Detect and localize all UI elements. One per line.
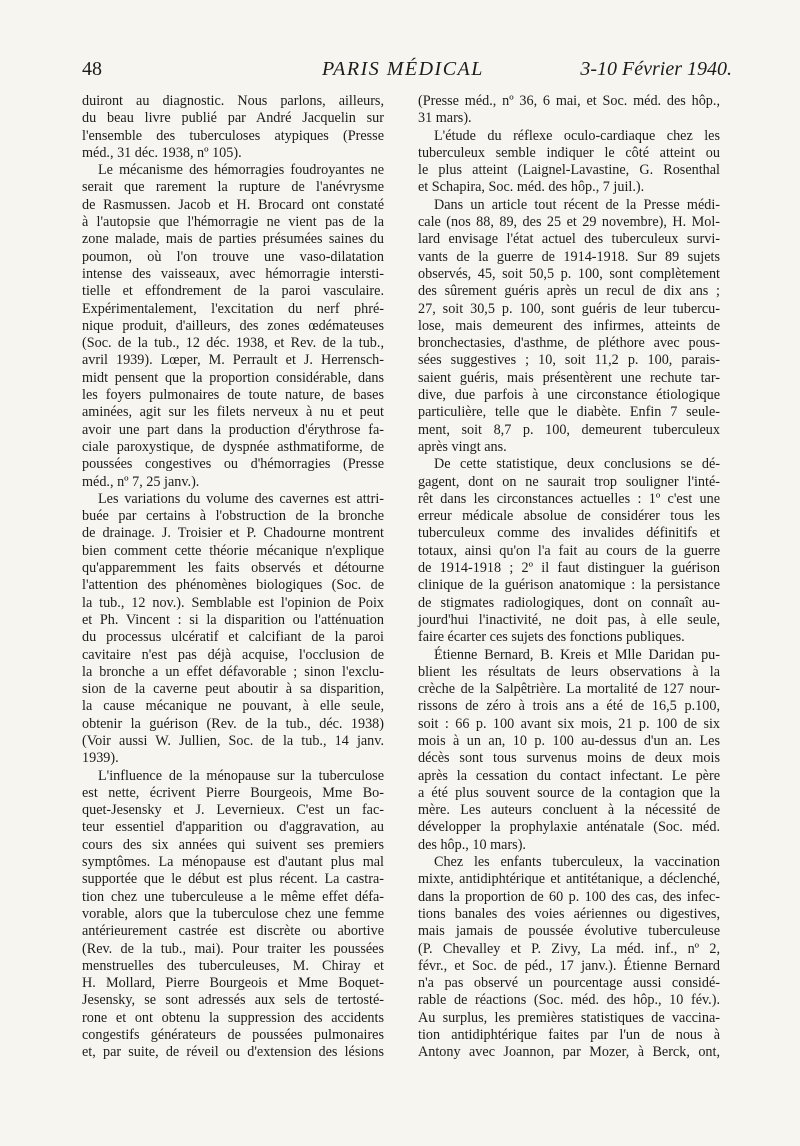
text-line: Étienne Bernard, B. Kreis et Mlle Daridan pu-: [434, 646, 720, 663]
right-column: [418, 93, 720, 1062]
text-line: qu'apparemment les faits observés et détourne: [82, 560, 384, 577]
text-line: erreur médicale absolue de considérer tous les: [418, 508, 720, 525]
text-line: tions banales des voies aériennes ou digestives,: [418, 905, 720, 922]
text-line: méd., nº 7, 25 janv.).: [82, 473, 200, 490]
text-line: soit : 66 p. 100 avant six mois, 21 p. 100 de six: [418, 715, 720, 732]
text-line: vorable, alors que la tuberculose chez une femme: [82, 905, 384, 922]
text-line: menstruelles des tuberculeuses, M. Chiray et: [82, 957, 384, 974]
text-line: Chez les enfants tuberculeux, la vaccination: [434, 854, 720, 871]
text-line: a été plus souvent source de la contagion que la: [418, 784, 720, 801]
text-line: sées suggestives ; 10, soit 11,2 p. 100, parais-: [418, 352, 720, 369]
text-line: décès sont tous survenus moins de deux mois: [418, 750, 720, 767]
text-line: H. Mollard, Pierre Bourgeois et Mme Boquet-: [82, 975, 384, 992]
text-line: (Rev. de la tub., mai). Pour traiter les poussées: [82, 940, 384, 957]
text-line: la bronche a un effet défavorable ; sinon l'exclu-: [82, 663, 384, 680]
text-line: antérieurement castrée est discrète ou abortive: [82, 923, 384, 940]
text-line: tuberculeux comme des invalides définitifs et: [418, 525, 720, 542]
text-line: ment, soit 8,7 p. 100, demeurent tuberculeux: [418, 421, 720, 438]
text-line: et, par suite, de réveil ou d'extension des lésions: [82, 1044, 384, 1061]
text-line: mère. Les auteurs concluent à la nécessité de: [418, 802, 720, 819]
text-line: Les variations du volume des cavernes est attri-: [98, 490, 384, 507]
text-line: l'attention des phénomènes biologiques (Soc. de: [82, 577, 384, 594]
text-line: de 1914-1918 ; 2º il faut distinguer la guérison: [418, 560, 720, 577]
text-line: cavitaire n'est pas déjà acquise, l'occlusion de: [82, 646, 384, 663]
text-line: vants de la guerre de 1914-1918. Sur 89 sujets: [418, 248, 720, 265]
text-line: cale (nos 88, 89, des 25 et 29 novembre), H. Mol-: [418, 214, 720, 231]
text-line: du beau livre publié par André Jacquelin sur: [82, 110, 384, 127]
text-line: duiront au diagnostic. Nous parlons, ailleurs,: [82, 93, 384, 109]
text-line: sion de la caverne peut aboutir à sa disparition,: [82, 681, 384, 698]
text-line: les foyers pulmonaires de toute nature, de bases: [82, 387, 384, 404]
text-line: teur essentiel d'apparition ou d'aggravation, au: [82, 819, 384, 836]
text-line: aminées, agit sur les filets nerveux à nu et peut: [82, 404, 384, 421]
text-line: des sûrement guéris après un recul de dix ans ;: [418, 283, 720, 300]
text-line: tielle et effondrement de la paroi vasculaire.: [82, 283, 384, 300]
text-line: (Presse méd., nº 36, 6 mai, et Soc. méd. des hôp.,: [418, 93, 720, 109]
text-line: particulière, telle que le diabète. Enfin 7 seule-: [418, 404, 720, 421]
text-line: rone et ont obtenu la suppression des accidents: [82, 1009, 384, 1026]
text-line: faire écarter ces sujets des fonctions publiques.: [418, 629, 685, 646]
text-line: totaux, ainsi qu'on l'a fait au cours de la guerre: [418, 542, 720, 559]
text-line: févr., et Soc. de péd., 17 janv.). Étienne Bernard: [418, 957, 720, 974]
text-line: zone malade, mais de parties présumées saines du: [82, 231, 384, 248]
text-line: dive, due parfois à une circonstance étiologique: [418, 387, 720, 404]
text-line: de drainage. J. Troisier et P. Chadourne montrent: [82, 525, 384, 542]
text-line: midt pensent que la proportion considérable, dans: [82, 369, 384, 386]
text-line: 27, soit 30,5 p. 100, sont guéris de leur tubercu-: [418, 300, 720, 317]
text-line: ciale paroxystique, de dyspnée asthmatiforme, de: [82, 438, 384, 455]
text-line: développer la prophylaxie anténatale (Soc. méd.: [418, 819, 720, 836]
text-line: Au surplus, les premières statistiques de vaccina-: [418, 1009, 720, 1026]
text-line: la tub., 12 nov.). Semblable est l'opinion de Poix: [82, 594, 384, 611]
text-line: du processus ulcératif et calcifiant de la paroi: [82, 629, 384, 646]
text-line: buée par certains à l'obstruction de la bronche: [82, 508, 384, 525]
text-line: (P. Chevalley et P. Zivy, La méd. inf., nº 2,: [418, 940, 720, 957]
text-line: 31 mars).: [418, 110, 472, 127]
text-line: jourd'hui l'inactivité, ne doit pas, à elle seule,: [418, 611, 720, 628]
text-line: obtenir la guérison (Rev. de la tub., déc. 1938): [82, 715, 384, 732]
text-line: tion antidiphtérique faites par l'un de nous à: [418, 1027, 720, 1044]
text-line: bien comment cette théorie mécanique n'explique: [82, 542, 384, 559]
text-line: symptômes. La ménopause est d'autant plus mal: [82, 854, 384, 871]
text-line: après vingt ans.: [418, 438, 507, 455]
text-line: mais jamais de poussée évolutive tuberculeuse: [418, 923, 720, 940]
text-line: De cette statistique, deux conclusions se dé-: [434, 456, 720, 473]
page-number: 48: [82, 58, 102, 80]
text-line: lard envisage l'état actuel des tuberculeux survi-: [418, 231, 720, 248]
text-line: crèche de la Salpêtrière. La mortalité de 127 nour-: [418, 681, 720, 698]
text-line: dans la proportion de 60 p. 100 des cas, des infec-: [418, 888, 720, 905]
text-line: des hôp., 10 mars).: [418, 836, 526, 853]
text-line: l'ensemble des tuberculoses atypiques (Presse: [82, 127, 384, 144]
text-line: (Voir aussi W. Jullien, Soc. de la tub., 14 janv.: [82, 732, 384, 749]
text-line: méd., 31 déc. 1938, nº 105).: [82, 144, 242, 161]
text-line: à l'autopsie que l'hémorragie ne vient pas de la: [82, 214, 384, 231]
text-line: lose, mais demeurent des infirmes, atteints de: [418, 317, 720, 334]
text-line: Expérimentalement, l'excitation du nerf phré-: [82, 300, 384, 317]
text-line: cours des six années qui suivent ses premiers: [82, 836, 384, 853]
text-line: avril 1939). Lœper, M. Perrault et J. Herrensch-: [82, 352, 384, 369]
text-line: poumon, où l'on trouve une vaso-dilatation: [82, 248, 384, 265]
text-line: quet-Jesensky et J. Levernieux. C'est un fac-: [82, 802, 384, 819]
text-line: saient guéris, mais présentèrent une rechute tar-: [418, 369, 720, 386]
text-line: rissons de zéro à trois ans a été de 16,5 p.100,: [418, 698, 720, 715]
text-line: bronchectasies, d'asthme, de pléthore avec pous-: [418, 335, 720, 352]
text-line: Dans un article tout récent de la Presse médi-: [434, 196, 720, 213]
text-line: de Rasmussen. Jacob et H. Brocard ont constaté: [82, 196, 384, 213]
text-line: avoir une part dans la production d'érythrose fa-: [82, 421, 384, 438]
text-line: mixte, antidiphtérique et antitétanique, a déclenché,: [418, 871, 720, 888]
text-line: gagent, dont on ne saurait trop souligner l'inté-: [418, 473, 720, 490]
text-line: 1939).: [82, 750, 119, 767]
text-line: tion chez une tuberculeuse a le même effet défa-: [82, 888, 384, 905]
text-line: la cause mécanique ne pouvant, à elle seule,: [82, 698, 384, 715]
text-line: Jesensky, se sont adressés aux sels de tertosté-: [82, 992, 384, 1009]
text-line: et Schapira, Soc. méd. des hôp., 7 juil.).: [418, 179, 645, 196]
text-line: (Soc. de la tub., 12 déc. 1938, et Rev. de la tub.,: [82, 335, 384, 352]
text-line: de stigmates radiologiques, dont on connaît au-: [418, 594, 720, 611]
text-line: rable de réactions (Soc. méd. des hôp., 10 fév.).: [418, 992, 720, 1009]
text-line: clinique de la guérison anatomique : la persistance: [418, 577, 720, 594]
text-line: observés, 45, soit 50,5 p. 100, sont complètement: [418, 265, 720, 282]
text-line: L'étude du réflexe oculo-cardiaque chez les: [434, 127, 720, 144]
text-line: n'a pas observé un pourcentage aussi considé-: [418, 975, 720, 992]
text-line: Le mécanisme des hémorragies foudroyantes ne: [98, 162, 384, 179]
running-header: [82, 58, 732, 86]
text-line: le plus atteint (Laignel-Lavastine, G. Rosenthal: [418, 162, 720, 179]
journal-title: PARIS MÉDICAL: [322, 58, 484, 80]
text-line: tuberculeux semble indiquer le côté atteint ou: [418, 144, 720, 161]
text-line: rêt dans les circonstances actuelles : 1º c'est une: [418, 490, 720, 507]
text-line: poussées congestives ou d'hémorragies (Presse: [82, 456, 384, 473]
text-line: après la cessation du contact infectant. Le père: [418, 767, 720, 784]
left-column: [82, 93, 384, 1062]
text-line: supportée que le début est plus récent. La castra-: [82, 871, 384, 888]
text-line: L'influence de la ménopause sur la tuberculose: [98, 767, 384, 784]
text-line: serait que rarement la rupture de l'anévrysme: [82, 179, 384, 196]
text-line: Antony avec Joannon, par Mozer, à Berck, ont,: [418, 1044, 720, 1061]
issue-date: 3-10 Février 1940.: [580, 58, 732, 80]
text-line: congestifs générateurs de poussées pulmonaires: [82, 1027, 384, 1044]
text-line: et Ph. Vincent : si la disparition ou l'atténuation: [82, 611, 384, 628]
text-line: blient les résultats de leurs observations à la: [418, 663, 720, 680]
text-line: est nette, écrivent Pierre Bourgeois, Mme Bo-: [82, 784, 384, 801]
text-line: mois à un an, 10 p. 100 au-dessus d'un an. Les: [418, 732, 720, 749]
text-line: intense des vaisseaux, avec hémorragie intersti-: [82, 265, 384, 282]
text-line: nique produit, d'ailleurs, des zones œdémateuses: [82, 317, 384, 334]
